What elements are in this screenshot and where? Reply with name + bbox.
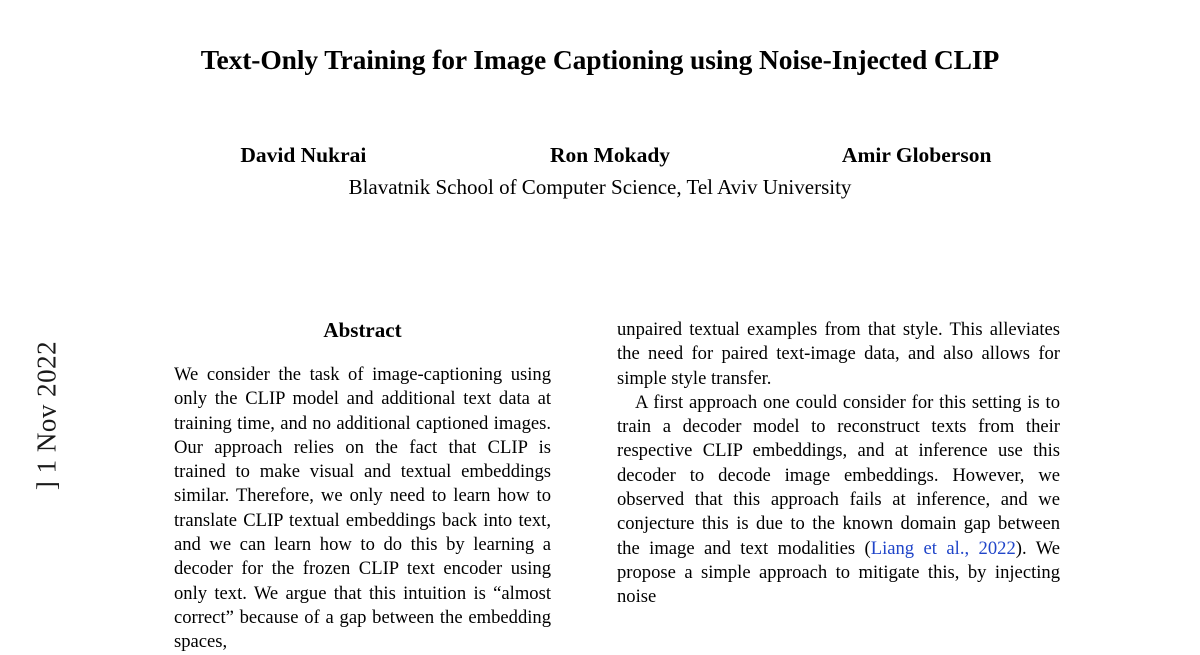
page-title: Text-Only Training for Image Captioning using Noise-Injected CLIP	[200, 44, 1000, 75]
abstract-heading: Abstract	[323, 318, 402, 342]
author-name: Ron Mokady	[549, 143, 671, 167]
author-name: David Nukrai	[240, 143, 367, 167]
intro-column	[617, 318, 1060, 610]
intro-paragraph-2-tail: ). We propose a simple approach to mitigate this, by injecting noise	[617, 537, 1061, 608]
intro-paragraph-2-lead: A first approach one could consider for this setting is to train a decoder model to reconstruct texts from their respective CLIP embeddings, and at inference use this decoder to decode image embeddings. However, we observed that this approach fails at inference, and we conjecture this is due to the known domain gap between the image and text modalities (	[617, 391, 1060, 559]
intro-paragraph-1: unpaired textual examples from that style. This alleviates the need for paired text-image data, and also allows for simple style transfer.	[617, 319, 1060, 389]
intro-paragraph-2	[617, 391, 1060, 610]
author-list	[150, 143, 1070, 168]
citation-link[interactable]: Liang et al., 2022	[870, 537, 1016, 559]
abstract-column	[174, 318, 551, 655]
abstract-text: We consider the task of image-captioning using only the CLIP model and additional text data at training time, and no additional captioned images. Our approach relies on the fact that CLIP is trained to make visual and textual embeddings similar. Therefore, we only need to learn how to translate CLIP textual embeddings back into text, and we can learn how to do this by learning a decoder for the frozen CLIP text encoder using only text. We argue that this intuition is “almost correct” because of a gap between the embedding spaces,	[174, 364, 551, 653]
author-name: Amir Globerson	[841, 143, 992, 167]
affiliation: Blavatnik School of Computer Science, Tel Aviv University	[348, 175, 852, 199]
arxiv-date-stamp: ] 1 Nov 2022	[31, 340, 62, 491]
